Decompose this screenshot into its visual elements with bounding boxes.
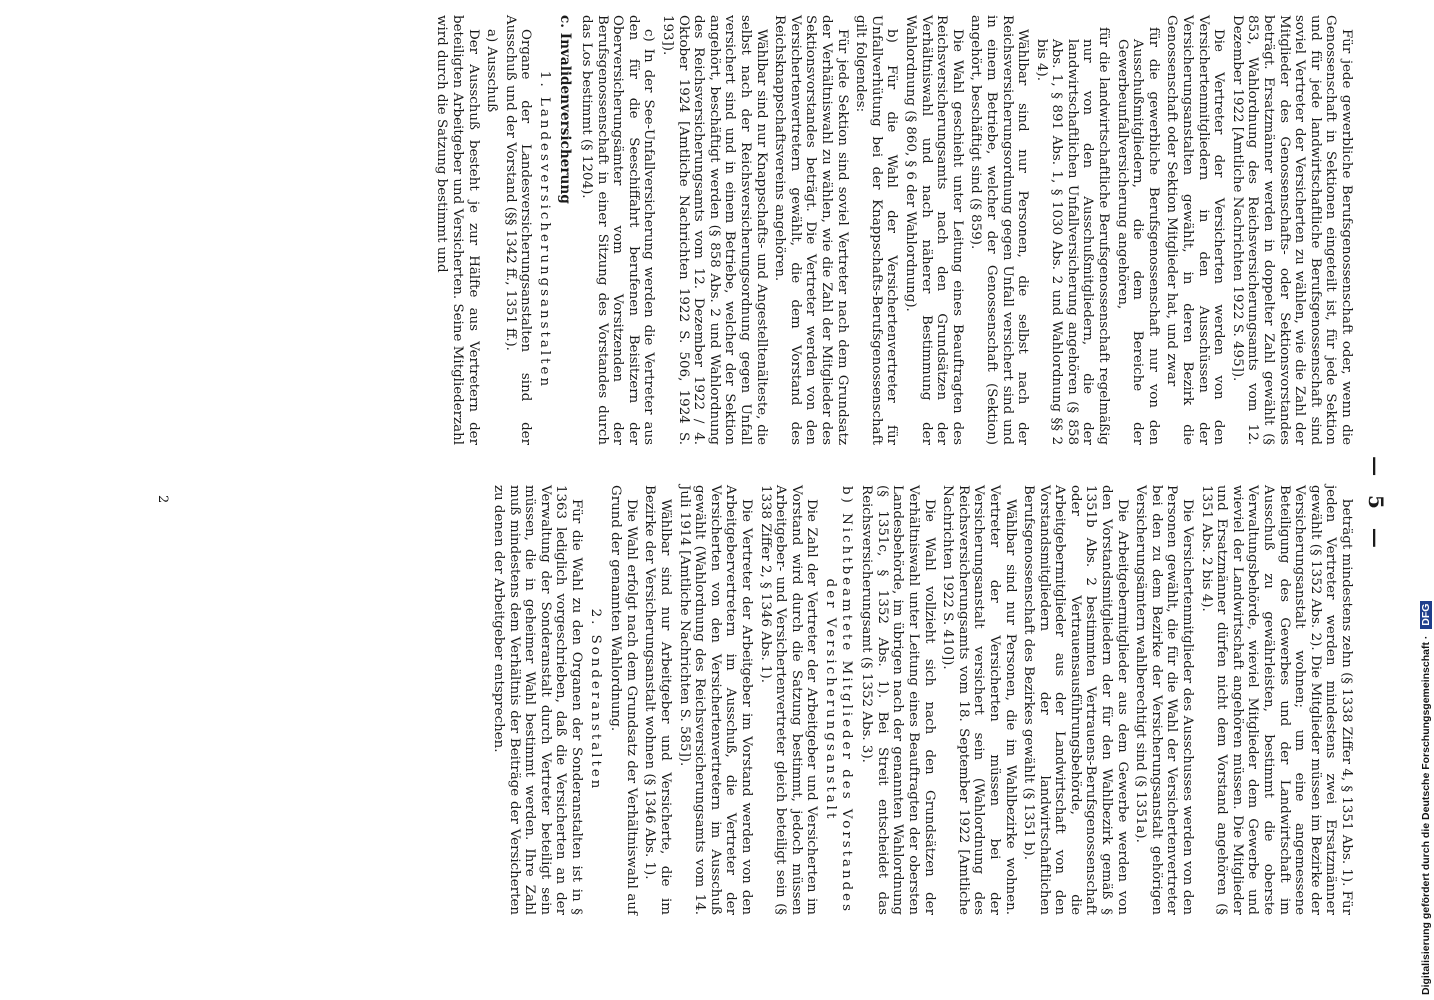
paragraph: Wählbar sind nur Personen, die selbst nach der Reichsversicherungsordnung gegen Unfall versichert sind und in einem Betriebe, welcher der Genossenschaft (Sektion) angehört, beschäftigt sind (§ 859).: [968, 15, 1031, 445]
paragraph: Organe der Landesversicherungsanstalten sind der Ausschuß und der Vorstand (§§ 1342 ff., 1351 ff.).: [502, 15, 534, 445]
paragraph: Die Vertreter der Arbeitgeber im Vorstand werden von den Arbeitgebervertretern im Ausschuß, die Vertreter der Versicherten von den Versichertenvertretern im Ausschuß gewählt (Wahlordnung des Reichsversicherungsamts vom 14. Juli 1914 [Amtliche Nachrichten S. 585]).: [676, 485, 755, 915]
text-columns: [104, 15, 1354, 955]
paragraph: Die Wahl erfolgt nach dem Grundsatz der Verhältniswahl auf Grund der genannten Wahlordnung.: [608, 485, 639, 915]
dfg-credit-line: [1420, 5, 1434, 995]
credit-text: Digitalisierung gefördert durch die Deutsche Forschungsgemeinschaft ·: [1420, 635, 1432, 995]
paragraph: Die Versichertenmitglieder des Ausschusses werden von den Personen gewählt, die für die Wahl der Versichertenvertreter bei den zu dem Bezirke der Versicherungsanstalt gehörigen Versicherungsämtern wahlberechtigt sind (§ 1351a).: [1133, 485, 1196, 915]
dfg-logo: DFG: [1420, 601, 1432, 629]
paragraph: Der Ausschuß besteht je zur Hälfte aus Vertretern der beteiligten Arbeitgeber und Versicherten. Seine Mitgliederzahl wird durch die Satzung bestimmt und: [434, 15, 481, 445]
section-heading: b) Nichtbeamtete Mitglieder des Vorstandes der Versicherungsanstalt: [823, 486, 854, 914]
paragraph: für die gewerbliche Berufsgenossenschaft nur von den Ausschußmitgliedern, die dem Bereiche der Gewerbeunfallversicherung angehören,: [1114, 27, 1161, 445]
paragraph: Wählbar sind nur Personen, die im Wahlbezirke wohnen. Vertreter der Versicherten müssen bei der Versicherungsanstalt versichert sein (Wahlordnung des Reichsversicherungsamts vom 18. September 1922 [Amtliche Nachrichten 1922 S. 410]).: [940, 485, 1018, 915]
right-column: [488, 485, 1354, 915]
paragraph: Die Wahl geschieht unter Leitung eines Beauftragten des Reichsversicherungsamts nach den Grundsätzen der Verhältniswahl und nach näherer Bestimmung der Wahlordnung (§ 860, § 6 der Wahlordnung).: [902, 15, 965, 445]
paragraph: Für jede Sektion sind soviel Vertreter nach dem Grundsatz der Verhältniswahl zu wählen, wie die Zahl der Mitglieder des Sektionsvorstandes beträgt. Die Vertreter werden von den Versichertenvertretern gewählt, die dem Vorstand des Reichsknappschaftsvereins angehören.: [772, 15, 850, 445]
paragraph: Für jede gewerbliche Berufsgenossenschaft oder, wenn die Genossenschaft in Sektionen eingeteilt ist, für jede Sektion und für jede landwirtschaftliche Berufsgenossenschaft sind soviel Vertreter der Versicherten zu wählen, wie die Zahl der Mitglieder des Genossenschafts- oder Sektionsvorstandes beträgt. Ersatzmänner werden in doppelter Zahl gewählt (§ 853, Wahlordnung des Reichsversicherungsamts vom 12. Dezember 1922 [Amtliche Nachrichten 1922 S. 495]).: [1229, 15, 1354, 445]
paragraph: b) Für die Wahl der Versichertenvertreter für Unfallverhütung bei der Knappschafts-Berufsgenossenschaft gilt folgendes:: [853, 15, 900, 445]
paragraph: beträgt mindestens zehn (§ 1338 Ziffer 4, § 1351 Abs. 1). Für jeden Vertreter werden mindestens zwei Ersatzmänner gewählt (§ 1352 Abs. 2). Die Mitglieder müssen im Bezirke der Versicherungsanstalt wohnen; um eine angemessene Beteiligung des Gewerbes und der Landwirtschaft im Ausschuß zu gewährleisten, bestimmt die oberste Verwaltungsbehörde, wieviel Mitglieder dem Gewerbe und wieviel der Landwirtschaft angehören müssen. Die Mitglieder und Ersatzmänner dürfen nicht dem Vorstand angehören (§ 1351 Abs. 2 bis 4).: [1198, 485, 1354, 915]
paragraph: Wählbar sind nur Arbeitgeber und Versicherte, die im Bezirke der Versicherungsanstalt wohnen (§ 1346 Abs. 1).: [642, 485, 674, 915]
paragraph: für die landwirtschaftliche Berufsgenossenschaft regelmäßig nur von den Ausschußmitgliedern, die der landwirtschaftlichen Unfallversicherung angehören (§ 858 Abs. 1, § 891 Abs. 1, § 1030 Abs. 2 und Wahlordnung §§ 2 bis 4).: [1033, 27, 1112, 445]
paragraph: Die Arbeitgebermitglieder aus dem Gewerbe werden von den Vorstandsmitgliedern der für den Wahlbezirk gemäß § 1351b Abs. 2 bestimmten Vertrauens-Berufsgenossenschaft oder Vertrauensausführungsbehörde, die Arbeitgebermitglieder aus der Landwirtschaft von den Vorstandsmitgliedern der landwirtschaftlichen Berufsgenossenschaft des Bezirkes gewählt (§ 1351 b).: [1021, 485, 1130, 915]
footer-mark: 2: [155, 495, 170, 504]
paragraph: c) In der See-Unfallversicherung werden die Vertreter aus den für die Seeschiffahrt berufenen Beisitzern der Oberversicherungsämter vom Vorsitzenden der Berufsgenossenschaft in einer Sitzung des Vorstandes durch das Los bestimmt (§ 1204).: [579, 15, 657, 445]
section-heading: 1. Landesversicherungsanstalten: [536, 70, 552, 390]
page-number: — 5 —: [1364, 456, 1388, 554]
section-heading: 2. Sonderanstalten: [587, 608, 603, 792]
paragraph: Für die Wahl zu den Organen der Sonderanstalten ist in § 1363 lediglich vorgeschrieben, daß die Versicherten an der Verwaltung der Sonderanstalt durch Vertreter beteiligt sein müssen, die in geheimer Wahl bestimmt werden. Ihre Zahl muß mindestens dem Verhältnis der Beiträge der Versicherten zu denen der Arbeitgeber entsprechen.: [491, 485, 585, 915]
paragraph: Die Vertreter der Versicherten werden von den Versichertenmitgliedern in den Ausschüssen der Versicherungsanstalten gewählt, in deren Bezirk die Genossenschaft oder Sektion Mitglieder hat, und zwar: [1164, 15, 1227, 445]
section-heading: c. Invalidenversicherung: [557, 15, 574, 204]
paragraph: Wählbar sind nur Knappschafts- und Angestelltenälteste, die selbst nach der Reichsversicherungsordnung gegen Unfall versichert sind und in einem Betriebe, welcher der Sektion angehört, beschäftigt werden (§ 858 Abs. 2 und Wahlordnung des Reichsversicherungsamts vom 12. Dezember 1922 / 4. Oktober 1924 [Amtliche Nachrichten 1922 S. 506, 1924 S. 193]).: [660, 15, 769, 445]
paragraph: Die Zahl der Vertreter der Arbeitgeber und Versicherten im Vorstand wird durch die Satzung bestimmt, jedoch müssen Arbeitgeber- und Versichertenvertreter gleich beteiligt sein (§ 1338 Ziffer 2, § 1346 Abs. 1).: [757, 485, 820, 915]
rotated-page: [80, 15, 1400, 955]
paragraph: a) Ausschuß: [484, 29, 500, 113]
left-column: [431, 15, 1354, 445]
paragraph: Die Wahl vollzieht sich nach den Grundsätzen der Verhältniswahl unter Leitung eines Beauftragten der obersten Landesbehörde, im übrigen nach der genannten Wahlordnung (§ 1351c, § 1352 Abs. 1). Bei Streit entscheidet das Reichsversicherungsamt (§ 1352 Abs. 3).: [859, 485, 937, 915]
